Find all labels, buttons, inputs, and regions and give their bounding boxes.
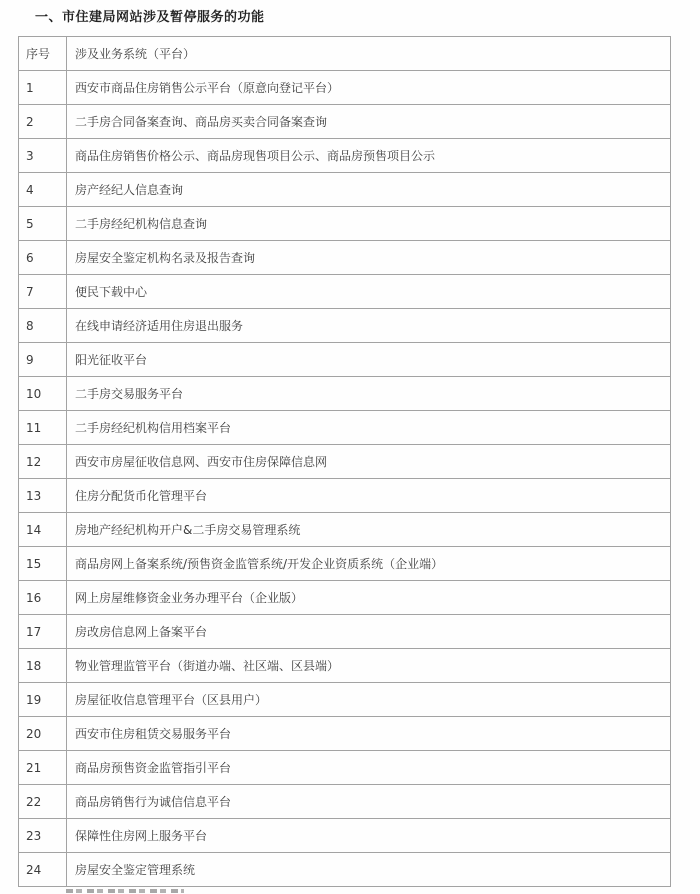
- row-number: 7: [19, 275, 67, 309]
- table-header-row: [19, 37, 671, 71]
- row-system-name: 便民下载中心: [67, 275, 671, 309]
- table-row: [19, 445, 671, 479]
- table-row: [19, 717, 671, 751]
- table-row: [19, 377, 671, 411]
- table-row: [19, 615, 671, 649]
- table-row: [19, 819, 671, 853]
- row-number: 2: [19, 105, 67, 139]
- table-row: [19, 411, 671, 445]
- row-system-name: 西安市房屋征收信息网、西安市住房保障信息网: [67, 445, 671, 479]
- row-system-name: 物业管理监管平台（街道办端、社区端、区县端）: [67, 649, 671, 683]
- row-number: 13: [19, 479, 67, 513]
- row-system-name: 二手房合同备案查询、商品房买卖合同备案查询: [67, 105, 671, 139]
- table-row: [19, 343, 671, 377]
- row-number: 8: [19, 309, 67, 343]
- row-number: 17: [19, 615, 67, 649]
- services-table: [18, 36, 671, 887]
- row-system-name: 商品住房销售价格公示、商品房现售项目公示、商品房预售项目公示: [67, 139, 671, 173]
- table-row: [19, 275, 671, 309]
- table-row: [19, 785, 671, 819]
- table-row: [19, 853, 671, 887]
- table-row: [19, 513, 671, 547]
- table-row: [19, 139, 671, 173]
- row-number: 18: [19, 649, 67, 683]
- row-system-name: 房地产经纪机构开户&二手房交易管理系统: [67, 513, 671, 547]
- col-header-no: 序号: [19, 37, 67, 71]
- table-row: [19, 547, 671, 581]
- row-system-name: 房屋安全鉴定管理系统: [67, 853, 671, 887]
- row-number: 22: [19, 785, 67, 819]
- row-number: 14: [19, 513, 67, 547]
- row-system-name: 房屋安全鉴定机构名录及报告查询: [67, 241, 671, 275]
- col-header-system: 涉及业务系统（平台）: [67, 37, 671, 71]
- table-row: [19, 105, 671, 139]
- table-row: [19, 649, 671, 683]
- row-system-name: 网上房屋维修资金业务办理平台（企业版）: [67, 581, 671, 615]
- row-number: 24: [19, 853, 67, 887]
- table-row: [19, 241, 671, 275]
- table-row: [19, 173, 671, 207]
- row-system-name: 商品房预售资金监管指引平台: [67, 751, 671, 785]
- row-system-name: 住房分配货币化管理平台: [67, 479, 671, 513]
- row-system-name: 房产经纪人信息查询: [67, 173, 671, 207]
- row-number: 12: [19, 445, 67, 479]
- row-system-name: 房改房信息网上备案平台: [67, 615, 671, 649]
- row-number: 6: [19, 241, 67, 275]
- row-system-name: 保障性住房网上服务平台: [67, 819, 671, 853]
- row-number: 3: [19, 139, 67, 173]
- row-system-name: 房屋征收信息管理平台（区县用户）: [67, 683, 671, 717]
- row-system-name: 阳光征收平台: [67, 343, 671, 377]
- table-body: [19, 71, 671, 887]
- row-number: 19: [19, 683, 67, 717]
- row-system-name: 二手房经纪机构信息查询: [67, 207, 671, 241]
- row-number: 5: [19, 207, 67, 241]
- clipped-text-fragment: [66, 889, 184, 893]
- row-system-name: 西安市住房租赁交易服务平台: [67, 717, 671, 751]
- table-row: [19, 683, 671, 717]
- table-row: [19, 309, 671, 343]
- table-row: [19, 71, 671, 105]
- row-number: 15: [19, 547, 67, 581]
- row-number: 11: [19, 411, 67, 445]
- row-system-name: 二手房经纪机构信用档案平台: [67, 411, 671, 445]
- row-number: 1: [19, 71, 67, 105]
- table-row: [19, 581, 671, 615]
- row-number: 10: [19, 377, 67, 411]
- section-title: 一、市住建局网站涉及暂停服务的功能: [35, 10, 265, 25]
- table-row: [19, 207, 671, 241]
- row-number: 4: [19, 173, 67, 207]
- row-system-name: 商品房网上备案系统/预售资金监管系统/开发企业资质系统（企业端）: [67, 547, 671, 581]
- row-system-name: 商品房销售行为诚信信息平台: [67, 785, 671, 819]
- row-number: 23: [19, 819, 67, 853]
- row-system-name: 二手房交易服务平台: [67, 377, 671, 411]
- row-system-name: 在线申请经济适用住房退出服务: [67, 309, 671, 343]
- row-system-name: 西安市商品住房销售公示平台（原意向登记平台）: [67, 71, 671, 105]
- table-row: [19, 479, 671, 513]
- row-number: 21: [19, 751, 67, 785]
- row-number: 16: [19, 581, 67, 615]
- table-row: [19, 751, 671, 785]
- row-number: 9: [19, 343, 67, 377]
- row-number: 20: [19, 717, 67, 751]
